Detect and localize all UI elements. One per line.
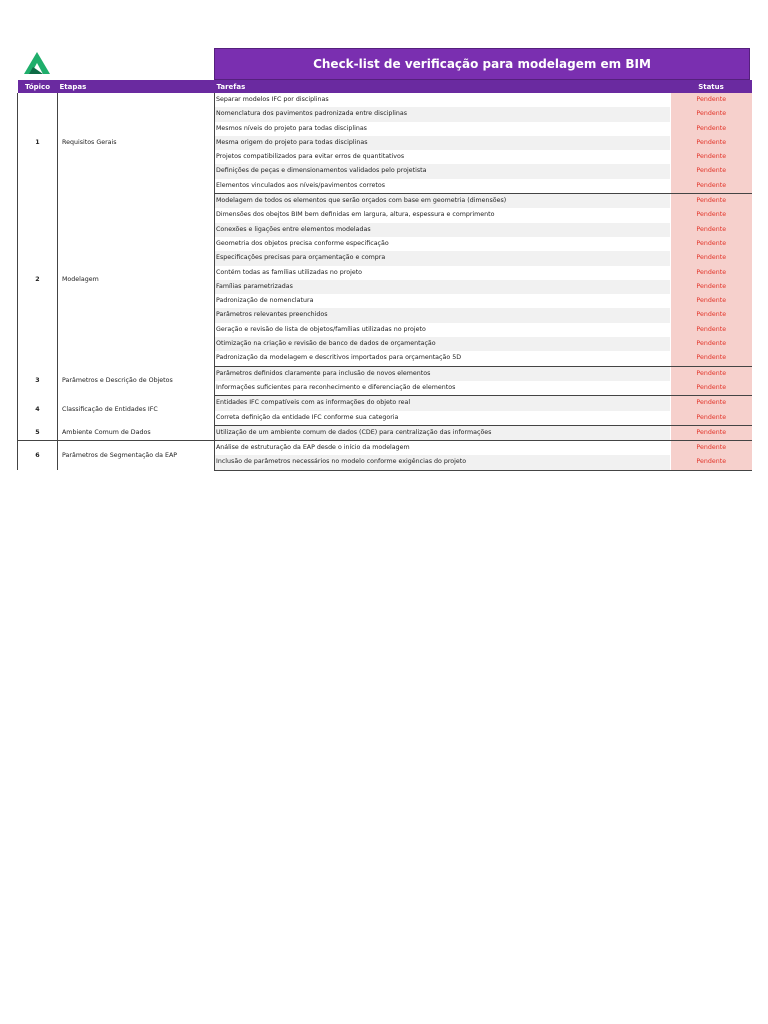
task-cell: Especificações precisas para orçamentação e compra <box>215 251 671 265</box>
stage-label: Ambiente Comum de Dados <box>58 425 215 440</box>
status-cell: Pendente <box>671 150 752 164</box>
task-cell: Dimensões dos obejtos BIM bem definidas em largura, altura, espessura e comprimento <box>215 208 671 222</box>
status-cell: Pendente <box>671 411 752 426</box>
status-cell: Pendente <box>671 237 752 251</box>
table-row <box>18 366 752 381</box>
topic-number: 2 <box>18 194 58 367</box>
header-row <box>18 80 752 93</box>
status-cell: Pendente <box>671 223 752 237</box>
stage-label: Parâmetros e Descrição de Objetos <box>58 366 215 396</box>
status-cell: Pendente <box>671 351 752 366</box>
status-cell: Pendente <box>671 280 752 294</box>
status-cell: Pendente <box>671 441 752 456</box>
task-cell: Famílias parametrizadas <box>215 280 671 294</box>
header-stage: Etapas <box>58 80 215 93</box>
topic-number: 6 <box>18 441 58 471</box>
stage-label: Modelagem <box>58 194 215 367</box>
task-cell: Nomenclatura dos pavimentos padronizada entre disciplinas <box>215 107 671 121</box>
table-row <box>18 441 752 456</box>
header-task: Tarefas <box>215 80 671 93</box>
status-cell: Pendente <box>671 294 752 308</box>
task-cell: Separar modelos IFC por disciplinas <box>215 93 671 107</box>
topic-number: 4 <box>18 396 58 426</box>
topic-number: 1 <box>18 93 58 194</box>
task-cell: Padronização da modelagem e descritivos importados para orçamentação 5D <box>215 351 671 366</box>
task-cell: Correta definição da entidade IFC conforme sua categoria <box>215 411 671 426</box>
status-cell: Pendente <box>671 136 752 150</box>
status-cell: Pendente <box>671 179 752 194</box>
table-row <box>18 396 752 411</box>
task-cell: Mesma origem do projeto para todas disciplinas <box>215 136 671 150</box>
task-cell: Utilização de um ambiente comum de dados (CDE) para centralização das informações <box>215 425 671 440</box>
status-cell: Pendente <box>671 164 752 178</box>
status-cell: Pendente <box>671 396 752 411</box>
header-status: Status <box>671 80 752 93</box>
status-cell: Pendente <box>671 93 752 107</box>
status-cell: Pendente <box>671 323 752 337</box>
status-cell: Pendente <box>671 337 752 351</box>
stage-label: Parâmetros de Segmentação da EAP <box>58 441 215 471</box>
table-row <box>18 425 752 440</box>
task-cell: Informações suficientes para reconhecimento e diferenciação de elementos <box>215 381 671 396</box>
status-cell: Pendente <box>671 455 752 470</box>
checklist-body <box>18 93 752 470</box>
status-cell: Pendente <box>671 308 752 322</box>
header-topic: Tópico <box>18 80 58 93</box>
task-cell: Padronização de nomenclatura <box>215 294 671 308</box>
status-cell: Pendente <box>671 208 752 222</box>
task-cell: Projetos compatibilizados para evitar erros de quantitativos <box>215 150 671 164</box>
status-cell: Pendente <box>671 366 752 381</box>
checklist-table <box>17 80 752 471</box>
task-cell: Entidades IFC compatíveis com as informações do objeto real <box>215 396 671 411</box>
stage-label: Classificação de Entidades IFC <box>58 396 215 426</box>
task-cell: Mesmos níveis do projeto para todas disciplinas <box>215 122 671 136</box>
task-cell: Elementos vinculados aos níveis/pavimentos corretos <box>215 179 671 194</box>
table-row <box>18 194 752 209</box>
topic-number: 3 <box>18 366 58 396</box>
task-cell: Análise de estruturação da EAP desde o início da modelagem <box>215 441 671 456</box>
task-cell: Contém todas as famílias utilizadas no projeto <box>215 266 671 280</box>
status-cell: Pendente <box>671 194 752 209</box>
page-title: Check-list de verificação para modelagem em BIM <box>214 48 750 80</box>
task-cell: Conexões e ligações entre elementos modeladas <box>215 223 671 237</box>
status-cell: Pendente <box>671 251 752 265</box>
status-cell: Pendente <box>671 425 752 440</box>
topic-number: 5 <box>18 425 58 440</box>
task-cell: Modelagem de todos os elementos que serão orçados com base em geometria (dimensões) <box>215 194 671 209</box>
task-cell: Parâmetros definidos claramente para inclusão de novos elementos <box>215 366 671 381</box>
table-row <box>18 93 752 107</box>
status-cell: Pendente <box>671 122 752 136</box>
task-cell: Geometria dos objetos precisa conforme especificação <box>215 237 671 251</box>
task-cell: Inclusão de parâmetros necessários no modelo conforme exigências do projeto <box>215 455 671 470</box>
status-cell: Pendente <box>671 381 752 396</box>
task-cell: Parâmetros relevantes preenchidos <box>215 308 671 322</box>
status-cell: Pendente <box>671 107 752 121</box>
task-cell: Geração e revisão de lista de objetos/famílias utilizadas no projeto <box>215 323 671 337</box>
stage-label: Requisitos Gerais <box>58 93 215 194</box>
task-cell: Definições de peças e dimensionamentos validados pelo projetista <box>215 164 671 178</box>
task-cell: Otimização na criação e revisão de banco de dados de orçamentação <box>215 337 671 351</box>
status-cell: Pendente <box>671 266 752 280</box>
brand-logo <box>24 52 50 74</box>
